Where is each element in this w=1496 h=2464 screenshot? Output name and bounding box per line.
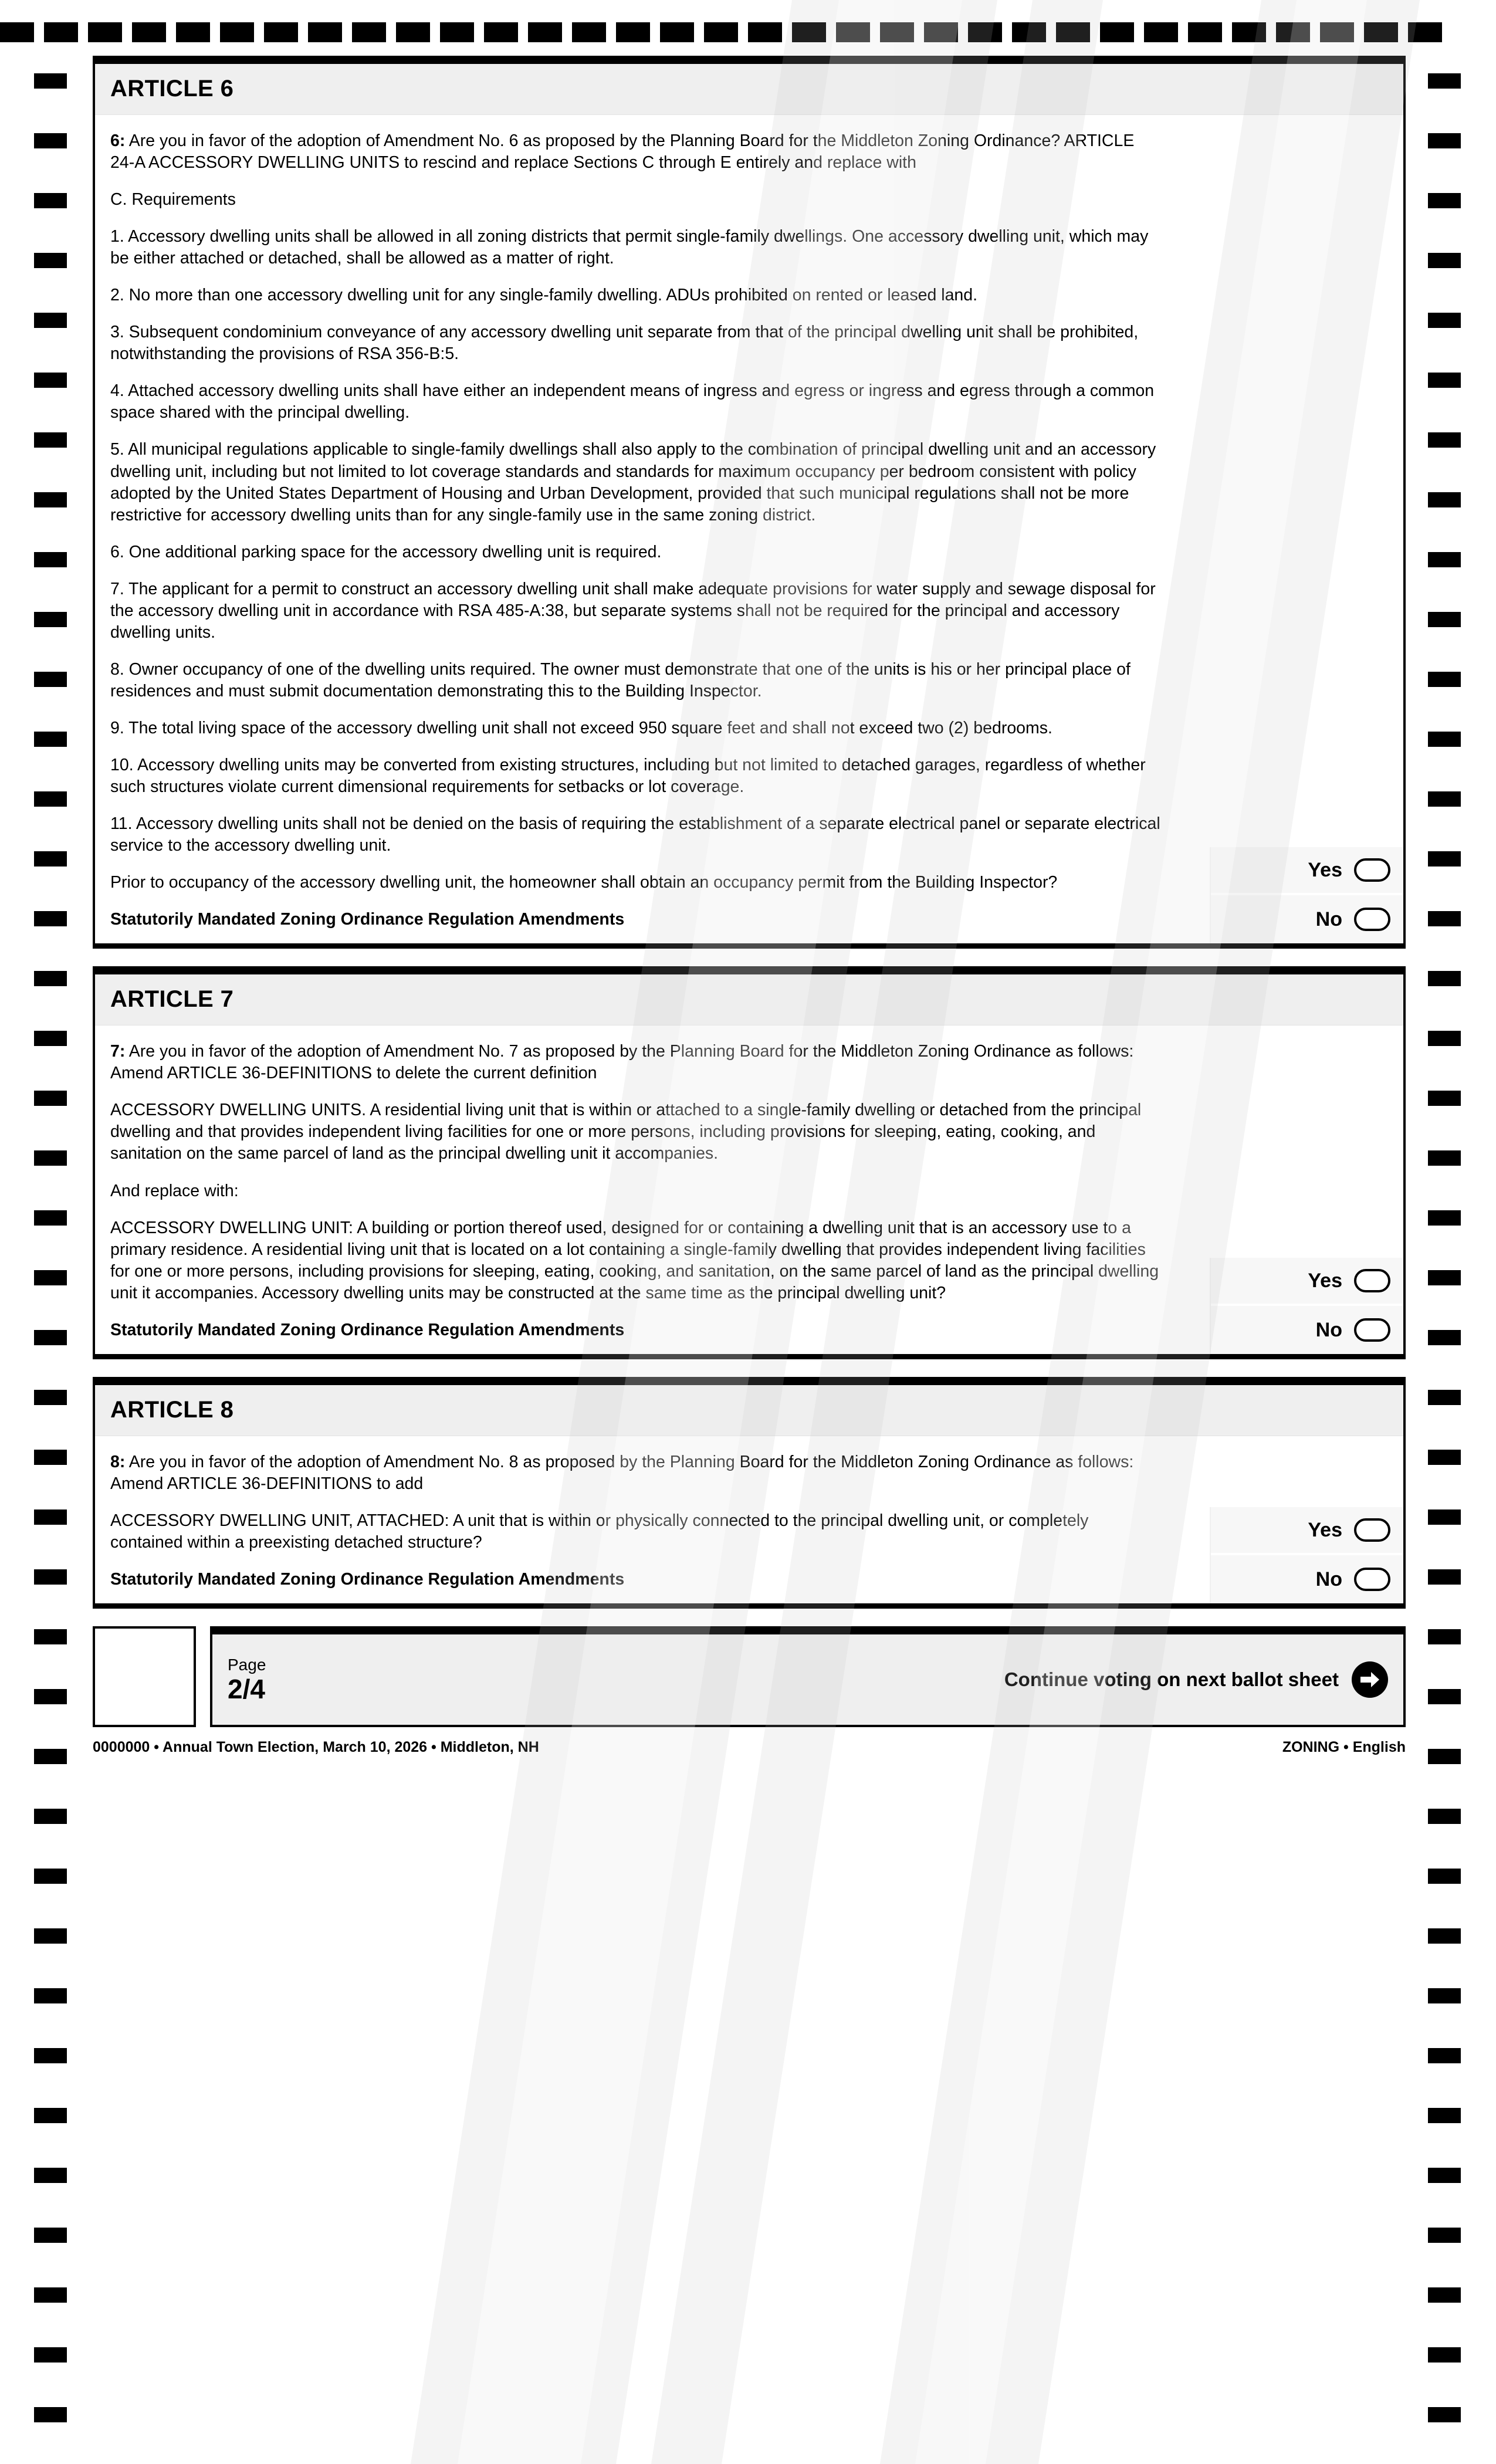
question-number: 7: [110, 1042, 126, 1061]
timing-mark [34, 1450, 67, 1465]
timing-mark [1428, 2168, 1461, 2183]
timing-mark [792, 22, 826, 42]
timing-mark [34, 1809, 67, 1824]
timing-mark [1428, 971, 1461, 986]
timing-mark [704, 22, 738, 42]
timing-mark [1428, 1450, 1461, 1465]
timing-mark [1428, 313, 1461, 328]
question-text-column [95, 1436, 1176, 1603]
question-text-column [95, 115, 1176, 943]
timing-mark [1428, 1509, 1461, 1525]
timing-mark [1428, 1390, 1461, 1405]
question-number: 8: [110, 1452, 126, 1471]
timing-mark [572, 22, 606, 42]
contest-header [95, 974, 1403, 1025]
timing-mark [34, 1390, 67, 1405]
question-paragraph: 6: Are you in favor of the adoption of Amendment No. 6 as proposed by the Planning Board for the Middleton Zoning Ordinance? ARTICLE 24-A ACCESSORY DWELLING UNITS to rescind and replace Sections C through E entirely and replace with [110, 131, 1135, 172]
timing-mark [34, 1869, 67, 1884]
timing-mark [748, 22, 782, 42]
timing-mark [1428, 1928, 1461, 1944]
timing-mark [34, 2108, 67, 2123]
timing-mark [1320, 22, 1354, 42]
contest-body [95, 1436, 1403, 1603]
timing-mark [1188, 22, 1222, 42]
question-paragraph: C. Requirements [110, 190, 236, 209]
timing-mark [34, 2407, 67, 2422]
timing-mark [0, 22, 34, 42]
timing-mark [34, 1270, 67, 1285]
question-text-column [95, 1025, 1176, 1354]
timing-mark [1428, 1569, 1461, 1585]
contest-header [95, 64, 1403, 115]
timing-mark [34, 1629, 67, 1644]
timing-mark [1428, 1749, 1461, 1764]
timing-mark [1428, 552, 1461, 567]
vote-option-yes-label: Yes [1308, 859, 1342, 882]
timing-mark [34, 791, 67, 807]
contest-box [93, 966, 1406, 1359]
vote-option-yes[interactable] [1211, 1507, 1403, 1555]
page-number: 2/4 [228, 1674, 265, 1705]
timing-mark [484, 22, 518, 42]
ballot-sheet [93, 56, 1406, 2408]
timing-mark [34, 1031, 67, 1046]
timing-mark [924, 22, 958, 42]
question-paragraph: 6. One additional parking space for the accessory dwelling unit is required. [110, 542, 662, 561]
continue-voting [1004, 1661, 1388, 1698]
timing-mark [1428, 253, 1461, 268]
timing-mark [34, 2228, 67, 2243]
vote-options [1210, 1258, 1403, 1354]
ballot-footer-left: 0000000 • Annual Town Election, March 10, 2026 • Middleton, NH [93, 1739, 539, 1756]
timing-mark [1100, 22, 1134, 42]
timing-mark [1428, 2287, 1461, 2303]
timing-mark [1428, 133, 1461, 148]
timing-mark [34, 732, 67, 747]
timing-mark [1428, 732, 1461, 747]
timing-mark [34, 1210, 67, 1226]
timing-mark [352, 22, 386, 42]
vote-option-yes-label: Yes [1308, 1519, 1342, 1542]
timing-mark [34, 313, 67, 328]
timing-mark [1428, 851, 1461, 867]
timing-mark [34, 911, 67, 926]
vote-option-yes[interactable] [1211, 1258, 1403, 1306]
question-paragraph: And replace with: [110, 1181, 239, 1200]
ballot-footer-line [93, 1739, 1406, 1756]
timing-mark [34, 2347, 67, 2363]
contest-body [95, 1025, 1403, 1354]
vote-option-no[interactable] [1211, 1306, 1403, 1354]
vote-options [1210, 1507, 1403, 1603]
question-paragraph: 7: Are you in favor of the adoption of Amendment No. 7 as proposed by the Planning Board for the Middleton Zoning Ordinance as follows: Amend ARTICLE 36-DEFINITIONS to delete the current definition [110, 1042, 1134, 1083]
timing-mark [1428, 1629, 1461, 1644]
timing-mark [968, 22, 1002, 42]
vote-option-no-label: No [1315, 1318, 1342, 1341]
ballot-footer-right: ZONING • English [1282, 1739, 1406, 1756]
timing-mark [1428, 911, 1461, 926]
page-indicator [228, 1657, 266, 1703]
vote-options [1210, 847, 1403, 943]
timing-mark [1232, 22, 1266, 42]
question-paragraph: 10. Accessory dwelling units may be converted from existing structures, including but not limited to detached garages, regardless of whether such structures violate current dimensional requirements for setbacks or lot coverage. [110, 755, 1146, 797]
timing-mark [1428, 1330, 1461, 1345]
contest-header [95, 1385, 1403, 1436]
timing-mark [34, 193, 67, 208]
timing-mark [308, 22, 342, 42]
timing-mark [34, 672, 67, 687]
timing-mark [34, 971, 67, 986]
vote-bubble-yes[interactable] [1354, 1269, 1390, 1292]
timing-mark [1428, 193, 1461, 208]
question-paragraph: 2. No more than one accessory dwelling unit for any single-family dwelling. ADUs prohibited on rented or leased land. [110, 286, 978, 305]
timing-mark [1428, 2347, 1461, 2363]
timing-mark [34, 1928, 67, 1944]
timing-mark [34, 1689, 67, 1704]
vote-option-no[interactable] [1211, 895, 1403, 943]
timing-mark [1428, 672, 1461, 687]
timing-mark [264, 22, 298, 42]
ballot-footer [93, 1626, 1406, 1727]
contest-title: ARTICLE 7 [110, 986, 234, 1013]
timing-mark [1428, 1091, 1461, 1106]
timing-mark [1428, 1270, 1461, 1285]
question-paragraph: 9. The total living space of the accessory dwelling unit shall not exceed 950 square feet and shall not exceed two (2) bedrooms. [110, 718, 1052, 737]
vote-option-no[interactable] [1211, 1555, 1403, 1603]
timing-mark [880, 22, 914, 42]
timing-mark [1428, 2048, 1461, 2063]
contest-box [93, 56, 1406, 949]
vote-bubble-yes[interactable] [1354, 1518, 1390, 1542]
vote-option-no-label: No [1315, 1568, 1342, 1591]
timing-mark [34, 851, 67, 867]
timing-mark [132, 22, 166, 42]
vote-bubble-no[interactable] [1354, 908, 1390, 931]
timing-mark [34, 1509, 67, 1525]
timing-mark [1428, 492, 1461, 507]
question-paragraph: 1. Accessory dwelling units shall be allowed in all zoning districts that permit single-family dwellings. One accessory dwelling unit, which may be either attached or detached, shall be allowed as a matter of right. [110, 227, 1149, 268]
contest-footer-note: Statutorily Mandated Zoning Ordinance Regulation Amendments [110, 1320, 625, 1339]
timing-mark [440, 22, 474, 42]
timing-mark [1428, 1150, 1461, 1166]
timing-mark [1428, 1869, 1461, 1884]
timing-mark [1428, 1809, 1461, 1824]
timing-mark [34, 552, 67, 567]
timing-mark [1428, 2108, 1461, 2123]
timing-mark [1276, 22, 1310, 42]
timing-mark [528, 22, 562, 42]
timing-mark [1428, 2407, 1461, 2422]
timing-mark [34, 373, 67, 388]
timing-mark [1428, 2228, 1461, 2243]
timing-mark [34, 612, 67, 627]
timing-mark [616, 22, 650, 42]
contest-title: ARTICLE 6 [110, 76, 234, 101]
ballot-stub-box [93, 1626, 196, 1727]
option-column [1176, 1436, 1403, 1603]
contest-body [95, 115, 1403, 943]
timing-mark [34, 133, 67, 148]
question-number: 6: [110, 131, 126, 150]
vote-bubble-yes[interactable] [1354, 858, 1390, 882]
timing-mark [34, 492, 67, 507]
timing-mark [176, 22, 210, 42]
timing-marks-left [34, 0, 90, 2464]
timing-mark [836, 22, 870, 42]
timing-mark [34, 432, 67, 448]
timing-mark [34, 73, 67, 89]
option-column [1176, 1025, 1403, 1354]
timing-mark [1428, 73, 1461, 89]
timing-mark [1428, 612, 1461, 627]
timing-mark [34, 1091, 67, 1106]
question-paragraph: Prior to occupancy of the accessory dwelling unit, the homeowner shall obtain an occupancy permit from the Building Inspector? [110, 873, 1058, 892]
timing-mark [34, 253, 67, 268]
timing-mark [1428, 791, 1461, 807]
contest-footer-note: Statutorily Mandated Zoning Ordinance Regulation Amendments [110, 910, 625, 929]
timing-mark [88, 22, 122, 42]
timing-mark [660, 22, 694, 42]
contest-footer-note: Statutorily Mandated Zoning Ordinance Regulation Amendments [110, 1569, 625, 1589]
question-paragraph: 7. The applicant for a permit to construct an accessory dwelling unit shall make adequate provisions for water supply and sewage disposal for the accessory dwelling unit in accordance with RSA 485-A:38, but separate systems shall not be required for the principal and accessory dwelling units. [110, 579, 1156, 642]
question-paragraph: 11. Accessory dwelling units shall not be denied on the basis of requiring the establishment of a separate electrical panel or separate electrical service to the accessory dwelling unit. [110, 814, 1160, 855]
timing-mark [34, 2168, 67, 2183]
arrow-right-icon [1352, 1661, 1388, 1698]
timing-mark [34, 1569, 67, 1585]
question-paragraph: 8: Are you in favor of the adoption of Amendment No. 8 as proposed by the Planning Board for the Middleton Zoning Ordinance as follows: Amend ARTICLE 36-DEFINITIONS to add [110, 1452, 1134, 1493]
page-label: Page [228, 1656, 266, 1674]
vote-bubble-no[interactable] [1354, 1318, 1390, 1342]
question-paragraph: 4. Attached accessory dwelling units shall have either an independent means of ingress and egress or ingress and egress through a common space shared with the principal dwelling. [110, 381, 1155, 422]
vote-option-yes-label: Yes [1308, 1269, 1342, 1292]
question-paragraph: ACCESSORY DWELLING UNIT, ATTACHED: A unit that is within or physically connected to the principal dwelling unit, or completely contained within a preexisting detached structure? [110, 1511, 1089, 1552]
timing-mark [34, 2048, 67, 2063]
continue-voting-label: Continue voting on next ballot sheet [1004, 1668, 1339, 1691]
timing-mark [34, 1749, 67, 1764]
contest-box [93, 1377, 1406, 1609]
vote-option-no-label: No [1315, 908, 1342, 931]
timing-mark [1428, 432, 1461, 448]
timing-mark [1056, 22, 1090, 42]
question-paragraph: 5. All municipal regulations applicable to single-family dwellings shall also apply to the combination of principal dwelling unit and an accessory dwelling unit, including but not limited to lot coverage standards and standards for maximum occupancy per bedroom consistent with policy adopted by the United States Department of Housing and Urban Development, provided that such municipal regulations shall not be more restrictive for accessory dwelling units than for any single-family use in the same zoning district. [110, 440, 1156, 524]
option-column [1176, 115, 1403, 943]
timing-mark [34, 1330, 67, 1345]
question-paragraph: 3. Subsequent condominium conveyance of any accessory dwelling unit separate from that of the principal dwelling unit shall be prohibited, notwithstanding the provisions of RSA 356-B:5. [110, 323, 1139, 364]
timing-mark [220, 22, 254, 42]
vote-bubble-no[interactable] [1354, 1568, 1390, 1591]
contest-title: ARTICLE 8 [110, 1396, 234, 1423]
question-paragraph: ACCESSORY DWELLING UNITS. A residential living unit that is within or attached to a single-family dwelling or detached from the principal dwelling and that provides independent living facilities for one or more persons, including provisions for sleeping, eating, cooking, and sanitation on the same parcel of land as the principal dwelling unit it accompanies. [110, 1101, 1142, 1163]
timing-mark [1012, 22, 1046, 42]
timing-marks-right [1428, 0, 1484, 2464]
question-paragraph: ACCESSORY DWELLING UNIT: A building or portion thereof used, designed for or containing a dwelling unit that is an accessory use to a primary residence. A residential living unit that is located on a lot containing a single-family dwelling that provides independent living facilities for one or more persons, including provisions for sleeping, eating, cooking, and sanitation, on the same parcel of land as the principal dwelling unit it accompanies. Accessory dwelling units may be constructed at the same time as the principal dwelling unit? [110, 1218, 1159, 1302]
vote-option-yes[interactable] [1211, 847, 1403, 895]
question-paragraph: 8. Owner occupancy of one of the dwelling units required. The owner must demonstrate that one of the units is his or her principal place of residences and must submit documentation demonstrating this to the Building Inspector. [110, 659, 1131, 700]
timing-mark [1428, 1031, 1461, 1046]
timing-mark [1428, 1210, 1461, 1226]
timing-mark [34, 1150, 67, 1166]
timing-mark [34, 1988, 67, 2003]
timing-mark [1428, 1689, 1461, 1704]
timing-mark [1364, 22, 1398, 42]
timing-mark [396, 22, 430, 42]
page-indicator-bar [210, 1626, 1406, 1727]
timing-mark [1428, 1988, 1461, 2003]
timing-mark [1144, 22, 1178, 42]
timing-mark [34, 2287, 67, 2303]
timing-mark [1428, 373, 1461, 388]
timing-marks-top [0, 22, 1496, 42]
